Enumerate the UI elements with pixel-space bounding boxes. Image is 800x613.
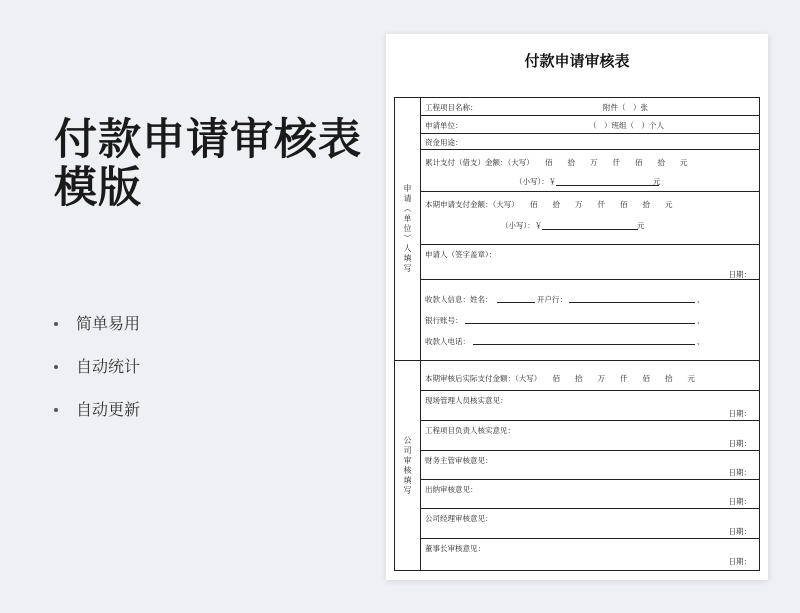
heading-line-2: 模版: [54, 163, 142, 213]
name-underline: [497, 302, 535, 303]
payment-form-table: [394, 97, 760, 571]
document-preview: [386, 34, 768, 580]
row-chairman: 董事长审核意见： 日期：: [425, 544, 751, 566]
row-project-name: 工程项目名称： 附件（ ）张: [421, 98, 759, 116]
row-finance: 财务主管审核意见： 日期：: [421, 451, 759, 480]
row-current-apply-amount: 本期申请支付金额：（大写） 佰 拾 万 仟 佰 拾 元 （小写）：￥ 元: [421, 192, 759, 245]
row-cumulative-amount: 累计支付（借支）金额：（大写） 佰 拾 万 仟 佰 拾 元 （小写）：￥ 元: [421, 150, 759, 192]
side-label-review: 公司审核填写: [395, 361, 421, 570]
amount-underline: [542, 229, 638, 230]
document-title: 付款申请审核表: [524, 52, 630, 70]
bullet-dot-icon: [54, 408, 58, 412]
page-heading: [54, 116, 362, 212]
row-company-manager: 公司经理审核意见： 日期：: [421, 509, 759, 539]
feature-item: 自动统计: [54, 357, 140, 400]
row-cashier: 出纳审核意见： 日期：: [421, 480, 759, 509]
feature-item: 自动更新: [54, 400, 140, 443]
row-project-leader: 工程项目负责人核实意见： 日期：: [421, 421, 759, 451]
feature-list: [54, 314, 140, 443]
feature-item: 简单易用: [54, 314, 140, 357]
row-site-manager: 现场管理人员核实意见： 日期：: [421, 391, 759, 421]
account-underline: [465, 323, 695, 324]
heading-line-1: 付款申请审核表: [54, 115, 362, 165]
amount-underline: [556, 185, 659, 186]
row-applicant-sign: 申请人（签字盖章）： 日期：: [421, 245, 759, 280]
phone-underline: [473, 344, 695, 345]
row-payee-info: 收款人信息：姓名： 开户行： 、 银行账号： 、 收款人电话： 、: [421, 280, 759, 361]
bullet-dot-icon: [54, 365, 58, 369]
bank-underline: [569, 302, 695, 303]
row-applicant-unit: 申请单位： （ ）班组（ ）个人: [421, 116, 759, 134]
side-label-applicant: 申请（单位）人填写: [395, 98, 421, 361]
row-actual-pay: 本期审核后实际支付金额：（大写） 佰 拾 万 仟 佰 拾 元: [421, 361, 759, 391]
row-fund-use: 资金用途：: [421, 134, 759, 150]
bullet-dot-icon: [54, 322, 58, 326]
